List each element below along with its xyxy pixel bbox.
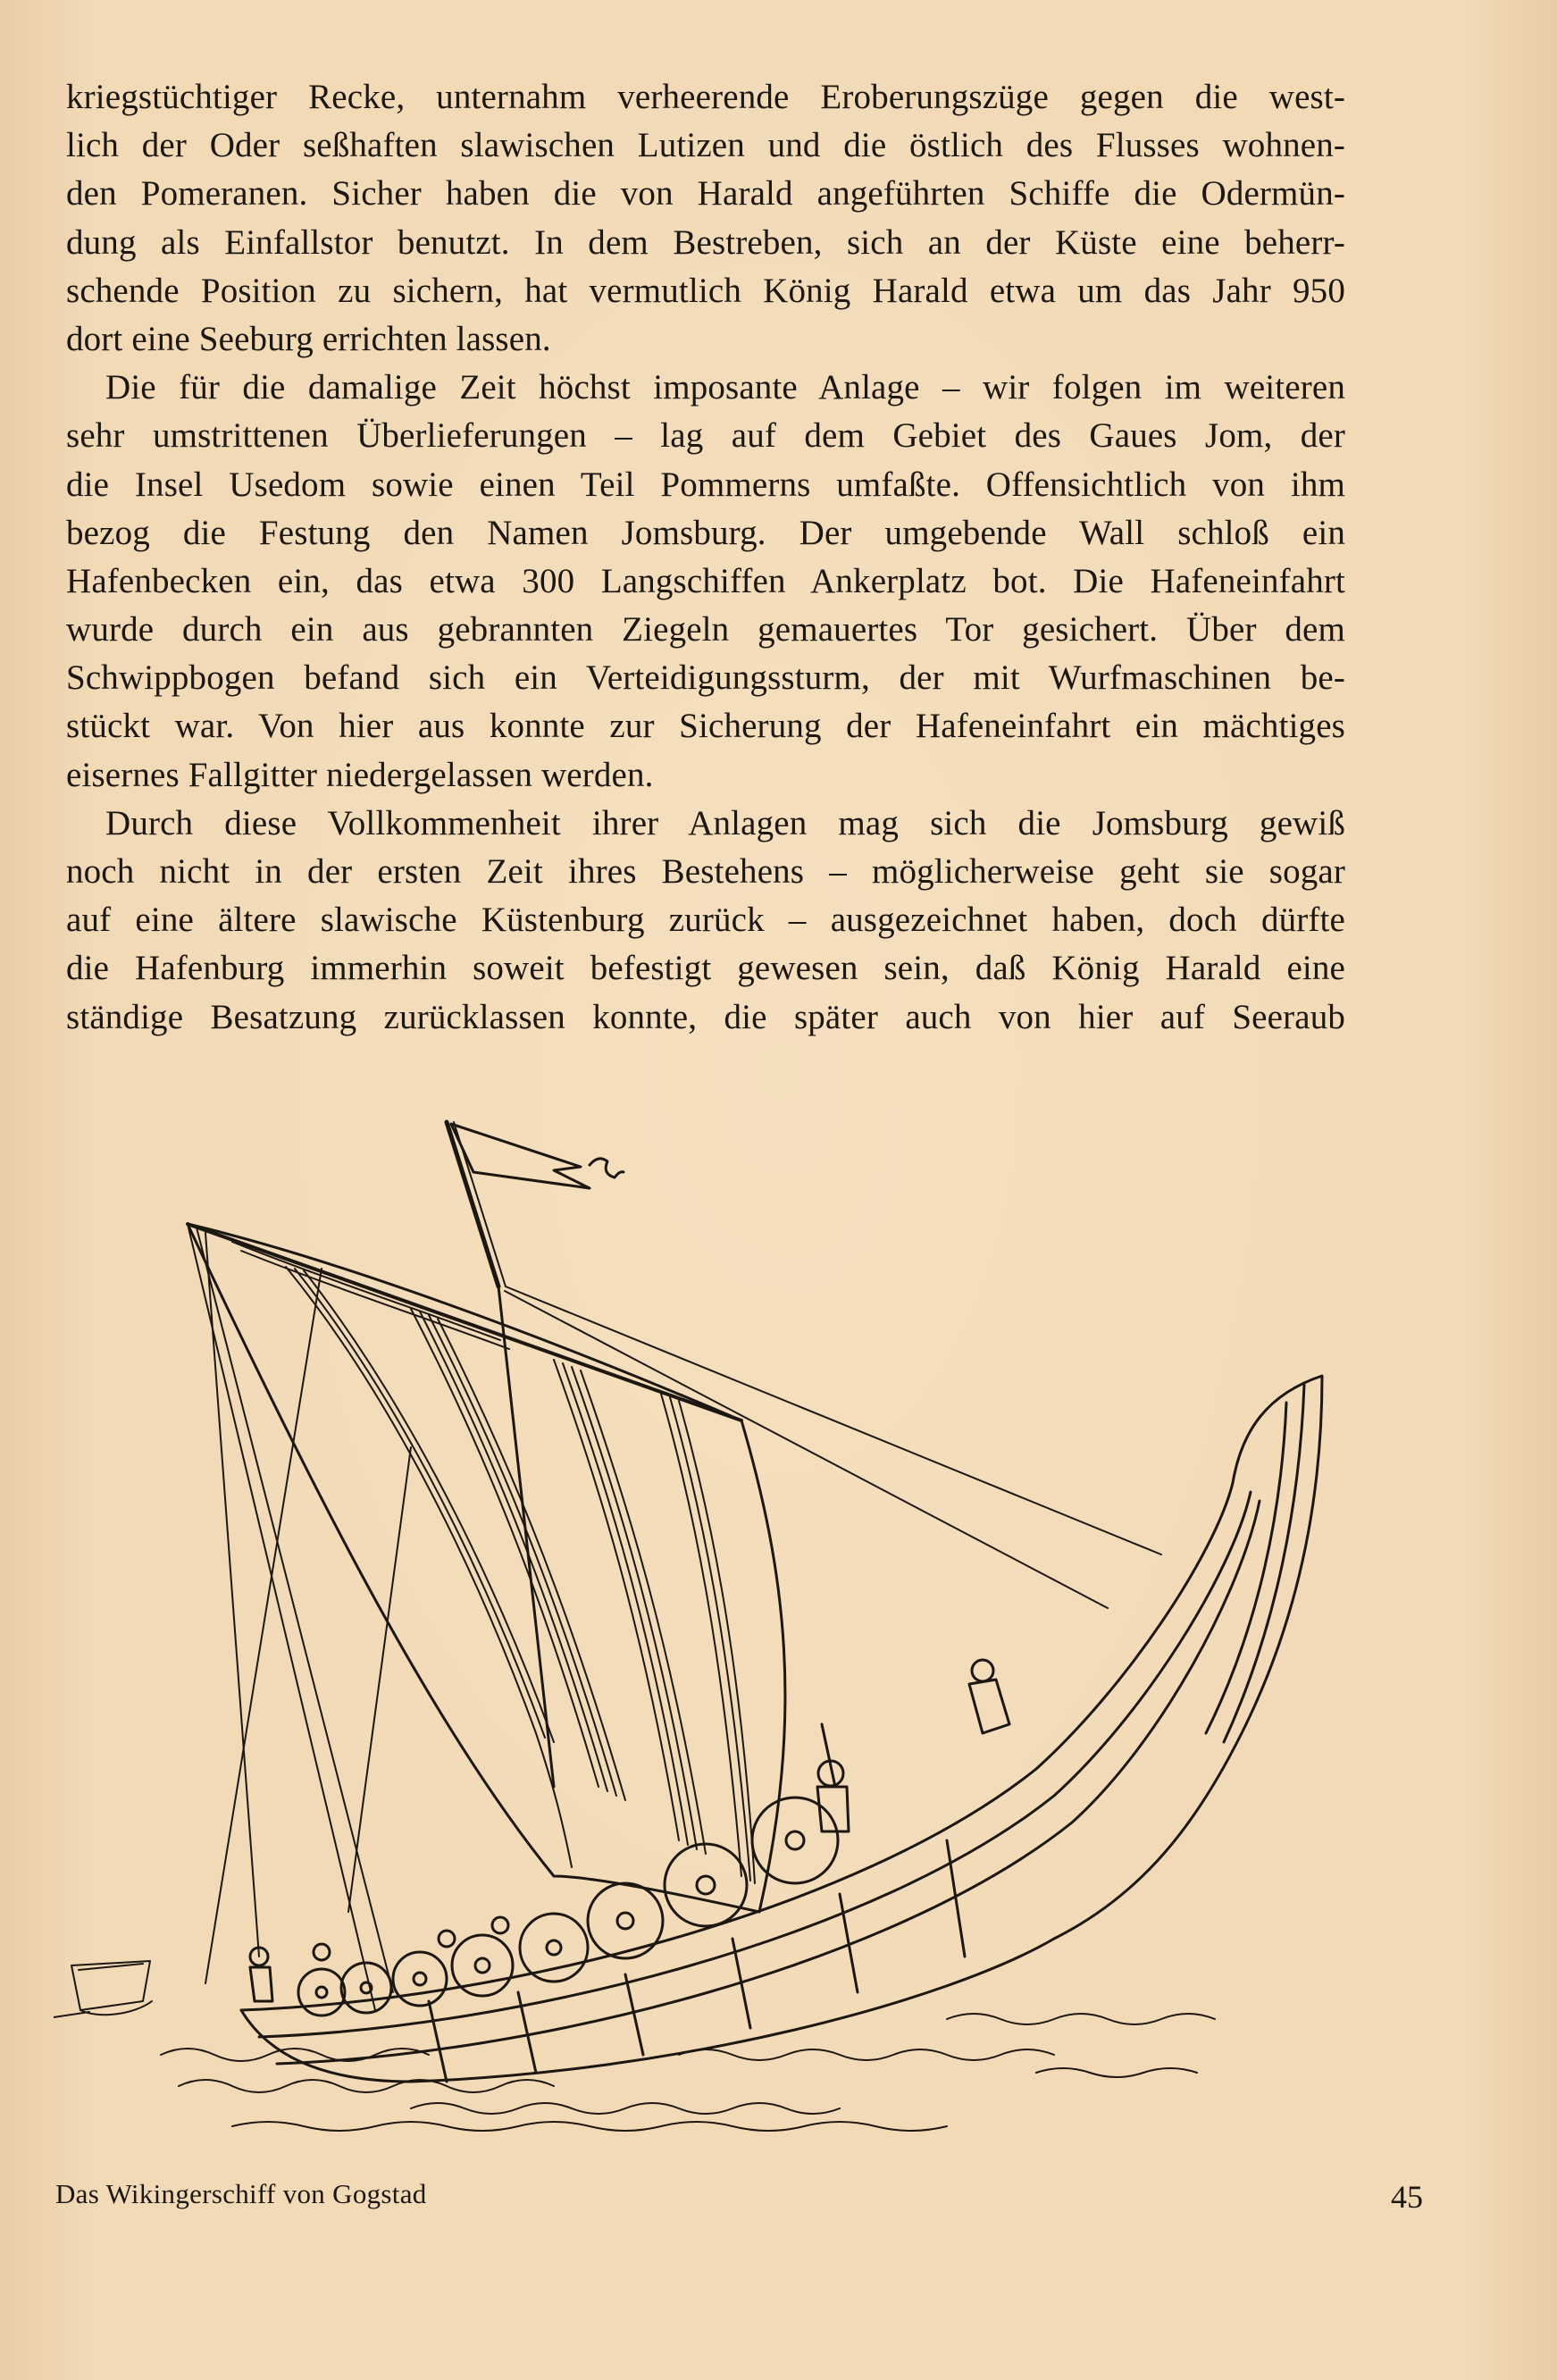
pennant-flag	[451, 1124, 624, 1188]
sail	[188, 1224, 785, 1912]
body-text	[66, 73, 1345, 1042]
yard-spar	[188, 1224, 741, 1420]
text-line: dung als Einfallstor benutzt. In dem Bestreben, sich an der Küste eine beherr-	[66, 222, 1345, 262]
ship-hull	[241, 1376, 1322, 2082]
text-line: Die für die damalige Zeit höchst imposante Anlage – wir folgen im weiteren	[105, 368, 1345, 407]
sea-waves	[161, 2014, 1215, 2131]
text-line: wurde durch ein aus gebrannten Ziegeln gemauertes Tor gesichert. Über dem	[66, 610, 1345, 649]
text-line: die Hafenburg immerhin soweit befestigt gewesen sein, daß König Harald eine	[66, 949, 1345, 988]
page-number: 45	[1391, 2179, 1423, 2215]
figure-caption: Das Wikingerschiff von Gogstad	[55, 2178, 427, 2209]
mast	[447, 1122, 554, 1787]
text-line: den Pomeranen. Sicher haben die von Harald angeführten Schiffe die Odermün-	[66, 174, 1345, 214]
shield-row	[298, 1798, 838, 2015]
text-line: auf eine ältere slawische Küstenburg zurück – ausgezeichnet haben, doch dürfte	[66, 901, 1345, 940]
text-line: noch nicht in der ersten Zeit ihres Bestehens – möglicherweise geht sie sogar	[66, 852, 1345, 891]
text-line: kriegstüchtiger Recke, unternahm verheerende Eroberungszüge gegen die west-	[66, 78, 1345, 116]
distant-ship	[54, 1961, 152, 2017]
text-line: Schwippbogen befand sich ein Verteidigungssturm, der mit Wurfmaschinen be-	[66, 658, 1345, 698]
text-line: schende Position zu sichern, hat vermutlich König Harald etwa um das Jahr 950	[66, 271, 1345, 310]
text-line: die Insel Usedom sowie einen Teil Pommerns umfaßte. Offensichtlich von ihm	[66, 465, 1345, 504]
text-line: bezog die Festung den Namen Jomsburg. Der umgebende Wall schloß ein	[66, 513, 1345, 552]
rigging	[188, 1224, 1161, 2010]
text-line: stückt war. Von hier aus konnte zur Sicherung der Hafeneinfahrt ein mächtiges	[66, 707, 1345, 746]
text-line: dort eine Seeburg errichten lassen.	[66, 319, 551, 358]
text-line: sehr umstrittenen Überlieferungen – lag auf dem Gebiet des Gaues Jom, der	[66, 416, 1345, 456]
text-line: eisernes Fallgitter niedergelassen werden.	[66, 755, 654, 794]
text-line: ständige Besatzung zurücklassen konnte, die später auch von hier auf Seeraub	[66, 997, 1345, 1036]
text-line: Durch diese Vollkommenheit ihrer Anlagen mag sich die Jomsburg gewiß	[105, 803, 1345, 842]
viking-ship-illustration	[54, 1108, 1340, 2135]
text-line: lich der Oder seßhaften slawischen Lutizen und die östlich des Flusses wohnen-	[66, 126, 1345, 165]
text-line: Hafenbecken ein, das etwa 300 Langschiffen Ankerplatz bot. Die Hafeneinfahrt	[66, 561, 1345, 600]
